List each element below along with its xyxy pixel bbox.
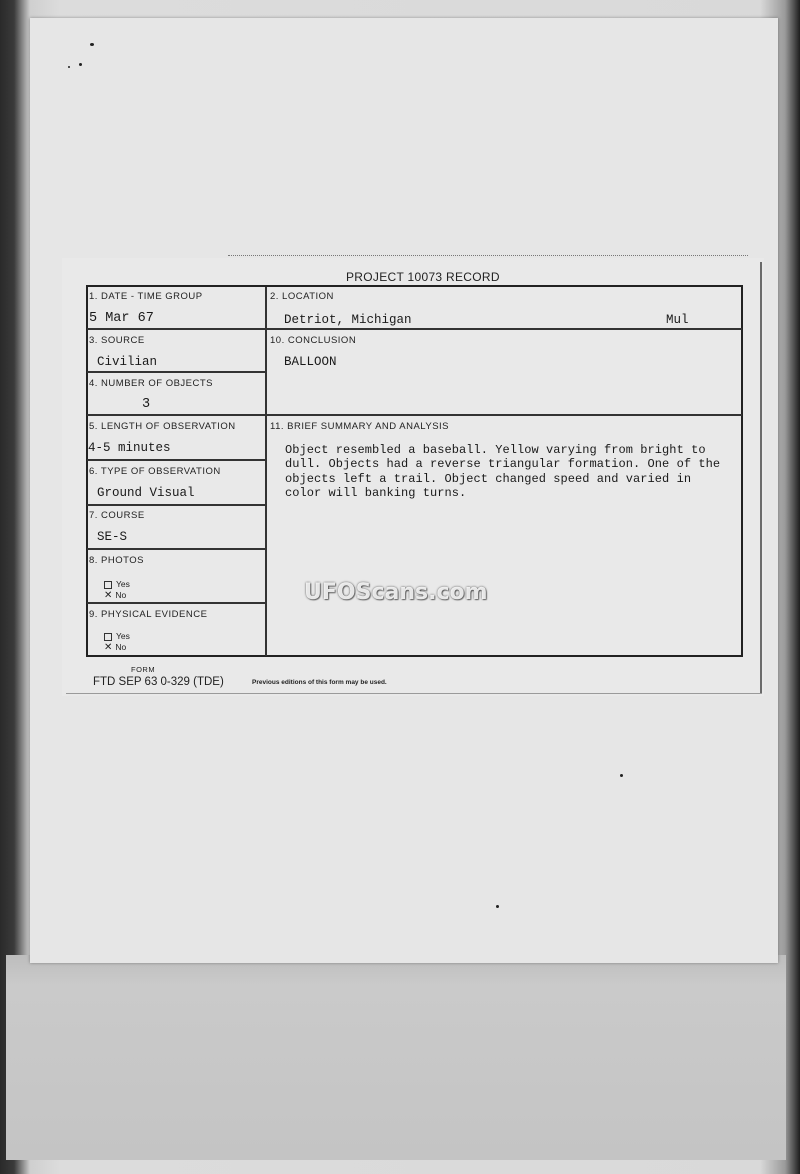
photos-no-option	[104, 590, 126, 600]
dust-speck	[90, 43, 94, 46]
photos-label: 8. PHOTOS	[89, 555, 145, 566]
date-time-group-value: 5 Mar 67	[89, 311, 154, 326]
card-edge	[760, 262, 762, 694]
location-label: 2. LOCATION	[270, 291, 334, 302]
summary-line: objects left a trail. Object changed speed and varied in	[285, 472, 692, 486]
length-of-observation-value: 4-5 minutes	[88, 441, 171, 455]
row-divider	[87, 328, 742, 330]
source-label: 3. SOURCE	[89, 335, 145, 346]
type-of-observation-value: Ground Visual	[97, 486, 195, 500]
physical-evidence-yes-option	[104, 631, 130, 641]
physical-evidence-yes-label: Yes	[116, 631, 130, 641]
physical-evidence-label: 9. PHYSICAL EVIDENCE	[89, 609, 208, 620]
row-divider	[87, 371, 265, 373]
type-of-observation-label: 6. TYPE OF OBSERVATION	[89, 466, 221, 477]
row-divider	[87, 548, 265, 550]
row-divider	[87, 504, 265, 506]
course-value: SE-S	[97, 530, 128, 544]
summary-line: dull. Objects had a reverse triangular formation. One of the	[285, 457, 721, 471]
lower-page-edge	[6, 955, 786, 1160]
length-of-observation-label: 5. LENGTH OF OBSERVATION	[89, 421, 236, 432]
card-edge	[66, 693, 762, 694]
row-divider	[87, 602, 265, 604]
course-label: 7. COURSE	[89, 510, 145, 521]
photos-yes-option	[104, 579, 130, 589]
dust-speck	[79, 63, 82, 66]
location-value: Detriot, Michigan	[284, 313, 412, 327]
footer-form-word: FORM	[131, 665, 156, 674]
conclusion-value: BALLOON	[284, 355, 337, 369]
location-extra: Mul	[666, 313, 689, 327]
checkbox-x-mark-icon: ✕	[104, 641, 113, 653]
column-divider	[265, 287, 267, 656]
summary-line: Object resembled a baseball. Yellow varying from bright to	[285, 443, 706, 457]
number-of-objects-label: 4. NUMBER OF OBJECTS	[89, 378, 214, 389]
conclusion-label: 10. CONCLUSION	[270, 335, 357, 346]
number-of-objects-value: 3	[142, 397, 151, 412]
date-time-group-label: 1. DATE - TIME GROUP	[89, 291, 203, 302]
top-fold-line	[228, 255, 748, 256]
physical-evidence-no-option	[104, 642, 126, 652]
checkbox-empty-icon	[104, 581, 112, 589]
photos-no-label: No	[115, 590, 127, 600]
source-value: Civilian	[97, 355, 158, 369]
dust-speck	[68, 66, 70, 68]
checkbox-x-mark-icon: ✕	[104, 589, 113, 601]
physical-evidence-no-label: No	[115, 642, 127, 652]
footer-note: Previous editions of this form may be used.	[252, 679, 387, 686]
watermark: UFOScans.com	[304, 580, 488, 605]
footer-form-number: FTD SEP 63 0-329 (TDE)	[93, 676, 224, 688]
summary-line: color will banking turns.	[285, 486, 467, 500]
row-divider	[87, 414, 742, 416]
dust-speck	[496, 905, 499, 908]
row-divider	[87, 459, 265, 461]
summary-label: 11. BRIEF SUMMARY AND ANALYSIS	[270, 421, 450, 432]
photos-yes-label: Yes	[116, 579, 130, 589]
form-title: PROJECT 10073 RECORD	[346, 270, 500, 284]
dust-speck	[620, 774, 623, 777]
checkbox-empty-icon	[104, 633, 112, 641]
